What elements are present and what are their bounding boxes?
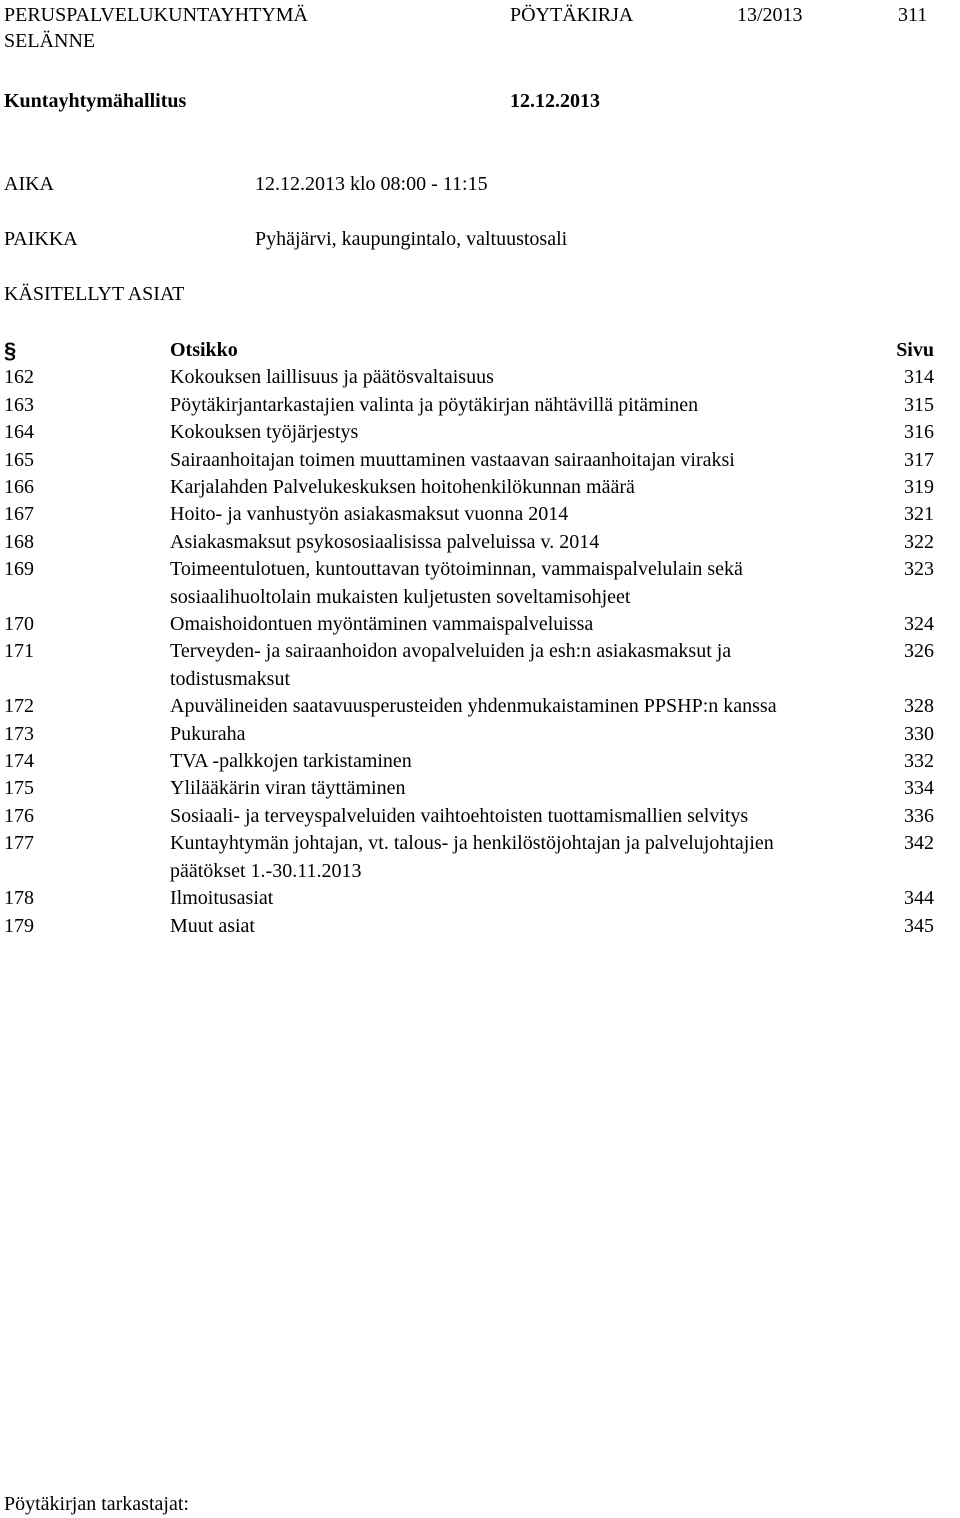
toc-item-page: 334 [904, 777, 934, 800]
toc-row [0, 611, 960, 638]
toc-rows [0, 364, 960, 940]
toc-item-number: 165 [4, 448, 34, 471]
footer-label: Pöytäkirjan tarkastajat: [4, 1493, 189, 1515]
toc-row [0, 748, 960, 775]
toc-item-title: Ylilääkärin viran täyttäminen [170, 777, 406, 800]
toc-row [0, 638, 960, 693]
toc-item-page: 314 [904, 366, 934, 389]
toc-item-page: 323 [904, 558, 934, 581]
toc-item-title: Hoito- ja vanhustyön asiakasmaksut vuonna 2014 [170, 503, 569, 526]
toc-item-number: 177 [4, 832, 34, 855]
toc-item-number: 172 [4, 695, 34, 718]
toc-row [0, 556, 960, 611]
toc-item-page: 345 [904, 914, 934, 937]
toc-item-title: Muut asiat [170, 914, 255, 937]
toc-item-number: 179 [4, 914, 34, 937]
toc-item-page: 316 [904, 421, 934, 444]
toc-item-page: 336 [904, 804, 934, 827]
toc-item-page: 315 [904, 393, 934, 416]
toc-item-title: Sairaanhoitajan toimen muuttaminen vastaavan sairaanhoitajan viraksi [170, 448, 735, 471]
toc-item-page: 326 [904, 640, 934, 663]
toc-item-number: 171 [4, 640, 34, 663]
toc-item-number: 168 [4, 530, 34, 553]
toc-item-number: 178 [4, 887, 34, 910]
toc-item-page: 324 [904, 613, 934, 636]
toc-item-title: Karjalahden Palvelukeskuksen hoitohenkilökunnan määrä [170, 476, 635, 499]
toc-item-page: 332 [904, 750, 934, 773]
toc-item-title: Pukuraha [170, 722, 246, 745]
toc-item-number: 167 [4, 503, 34, 526]
toc-item-title: Kokouksen työjärjestys [170, 421, 359, 444]
toc-item-number: 169 [4, 558, 34, 581]
toc-item-page: 328 [904, 695, 934, 718]
toc-item-page: 317 [904, 448, 934, 471]
toc-item-title: Terveyden- ja sairaanhoidon avopalveluiden ja esh:n asiakasmaksut ja todistusmaksut [170, 640, 732, 690]
toc-header-row [0, 337, 960, 364]
toc-item-title: Asiakasmaksut psykososiaalisissa palveluissa v. 2014 [170, 530, 600, 553]
asiat-title: KÄSITELLYT ASIAT [4, 283, 185, 305]
toc-item-title: Omaishoidontuen myöntäminen vammaispalveluissa [170, 613, 594, 636]
toc-item-number: 163 [4, 393, 34, 416]
header-document-number: 13/2013 [737, 4, 803, 26]
toc-row [0, 392, 960, 419]
toc-row [0, 529, 960, 556]
toc-item-number: 166 [4, 476, 34, 499]
toc-row [0, 364, 960, 391]
header-organization: PERUSPALVELUKUNTAYHTYMÄ [4, 4, 309, 26]
header-area: SELÄNNE [4, 30, 96, 52]
aika-label: AIKA [4, 173, 54, 195]
toc-row [0, 775, 960, 802]
section-symbol: § [4, 338, 17, 363]
header-page-number: 311 [898, 4, 928, 26]
toc-item-page: 322 [904, 530, 934, 553]
toc-item-number: 174 [4, 750, 34, 773]
toc-item-title: TVA -palkkojen tarkistaminen [170, 750, 412, 773]
aika-value: 12.12.2013 klo 08:00 - 11:15 [255, 173, 488, 195]
toc-item-number: 170 [4, 613, 34, 636]
toc-item-page: 321 [904, 503, 934, 526]
toc-title-header: Otsikko [170, 339, 238, 361]
toc-item-number: 162 [4, 366, 34, 389]
toc-page-header: Sivu [896, 339, 934, 361]
toc-row [0, 474, 960, 501]
body-name: Kuntayhtymähallitus [4, 90, 187, 112]
toc-item-title: Apuvälineiden saatavuusperusteiden yhdenmukaistaminen PPSHP:n kanssa [170, 695, 777, 718]
paikka-value: Pyhäjärvi, kaupungintalo, valtuustosali [255, 228, 568, 250]
toc-row [0, 885, 960, 912]
toc-item-number: 175 [4, 777, 34, 800]
toc-item-title: Kuntayhtymän johtajan, vt. talous- ja henkilöstöjohtajan ja palvelujohtajien päätökset 1.-30.11.2013 [170, 832, 774, 882]
toc-item-title: Toimeentulotuen, kuntouttavan työtoiminnan, vammaispalvelulain sekä sosiaalihuoltolain mukaisten kuljetusten soveltamisohjeet [170, 558, 743, 608]
toc-item-page: 319 [904, 476, 934, 499]
toc-row [0, 913, 960, 940]
toc-row [0, 419, 960, 446]
toc-item-title: Ilmoitusasiat [170, 887, 274, 910]
toc-item-title: Sosiaali- ja terveyspalveluiden vaihtoehtoisten tuottamismallien selvitys [170, 804, 749, 827]
paikka-label: PAIKKA [4, 228, 78, 250]
toc-row [0, 721, 960, 748]
toc-item-number: 173 [4, 722, 34, 745]
toc-item-page: 330 [904, 722, 934, 745]
toc-row [0, 447, 960, 474]
header-document-type: PÖYTÄKIRJA [510, 4, 634, 26]
toc-item-number: 176 [4, 804, 34, 827]
toc-item-number: 164 [4, 421, 34, 444]
toc-item-page: 344 [904, 887, 934, 910]
toc-row [0, 693, 960, 720]
toc-row [0, 501, 960, 528]
toc-item-title: Kokouksen laillisuus ja päätösvaltaisuus [170, 366, 494, 389]
toc-row [0, 803, 960, 830]
toc-item-title: Pöytäkirjantarkastajien valinta ja pöytäkirjan nähtävillä pitäminen [170, 393, 699, 416]
toc-item-page: 342 [904, 832, 934, 855]
toc-row [0, 830, 960, 885]
table-of-contents [0, 337, 960, 940]
body-date: 12.12.2013 [510, 90, 600, 112]
